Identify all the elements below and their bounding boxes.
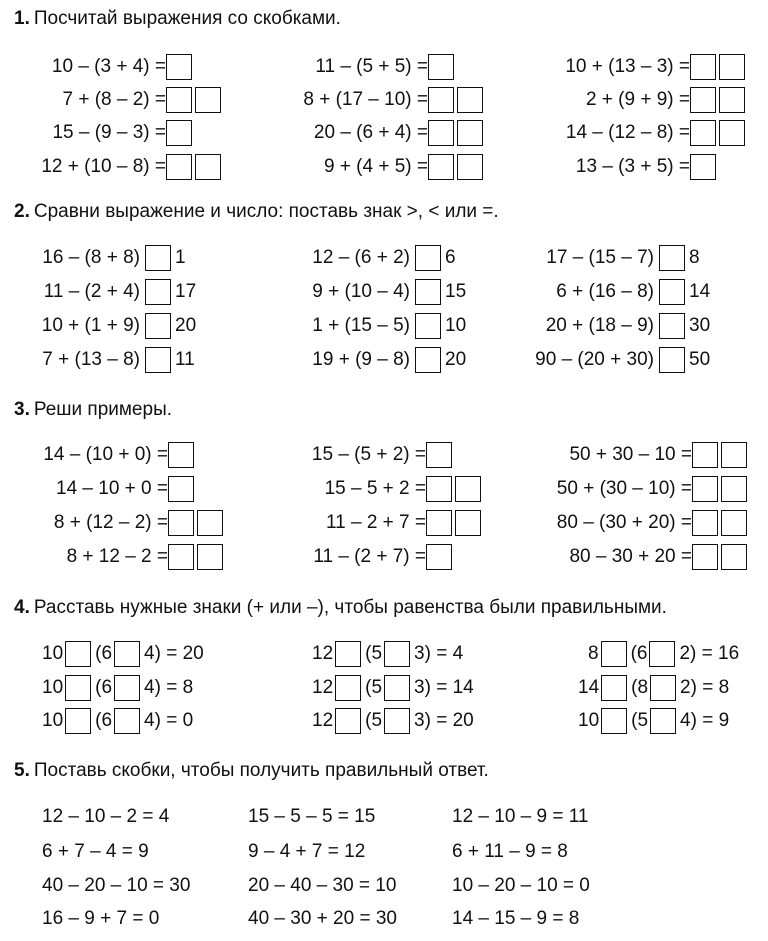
t3-r1-c3 (520, 440, 750, 470)
expression: 1 + (15 – 5) (312, 315, 410, 336)
t3-r3-c2 (280, 508, 484, 538)
expression: 12 + (10 – 8) = (41, 156, 166, 177)
t4-r2-c1 (42, 673, 193, 703)
number: 8 (689, 247, 700, 268)
expression: 11 – (5 + 5) = (315, 56, 428, 77)
t5-r4-c3: 14 – 15 – 9 = 8 (452, 908, 580, 929)
number: 10 (445, 315, 467, 336)
expression: 9 + (10 – 4) (312, 281, 410, 302)
task-3-number: 3. (14, 399, 30, 420)
operand: 10 (42, 677, 64, 698)
operand: 8 (588, 643, 599, 664)
answer-box[interactable] (690, 87, 716, 113)
number: 14 (689, 281, 711, 302)
task-3-title: Реши примеры. (33, 399, 172, 420)
operand: 2) = 16 (679, 643, 740, 664)
expression: 13 – (3 + 5) = (575, 156, 690, 177)
expression: 9 + (4 + 5) = (323, 156, 428, 177)
expression: 2 + (9 + 9) = (585, 89, 690, 110)
answer-box[interactable] (195, 154, 221, 180)
operand: 12 (312, 643, 334, 664)
expression: 10 + (1 + 9) (41, 315, 140, 336)
sign-box[interactable] (114, 641, 140, 667)
expression: 14 – 10 + 0 = (56, 478, 168, 499)
task-4-heading (14, 597, 667, 619)
sign-box[interactable] (384, 708, 410, 734)
t3-r3-c1 (20, 508, 226, 538)
compare-box[interactable] (145, 347, 171, 373)
sign-box[interactable] (65, 641, 91, 667)
expression: 6 + (16 – 8) (556, 281, 654, 302)
answer-box[interactable] (166, 54, 192, 80)
t4-r2-c3 (578, 673, 729, 703)
answer-box[interactable] (426, 442, 452, 468)
answer-box[interactable] (426, 476, 452, 502)
t4-r3-c2 (312, 706, 474, 736)
compare-box[interactable] (415, 347, 441, 373)
task-4-number: 4. (14, 597, 30, 618)
t3-r2-c2 (280, 474, 484, 504)
answer-box[interactable] (457, 120, 483, 146)
answer-box[interactable] (719, 120, 745, 146)
answer-box[interactable] (426, 544, 452, 570)
t5-r3-c3: 10 – 20 – 10 = 0 (452, 875, 590, 896)
answer-box[interactable] (166, 87, 192, 113)
answer-box[interactable] (426, 510, 452, 536)
t5-r1-c3: 12 – 10 – 9 = 11 (452, 806, 589, 827)
t5-r2-c2: 9 – 4 + 7 = 12 (248, 841, 366, 862)
operand: (8 (631, 677, 649, 698)
operand: (6 (95, 677, 113, 698)
sign-box[interactable] (335, 641, 361, 667)
task-3-heading (14, 399, 172, 421)
expression: 80 – (30 + 20) = (556, 512, 692, 533)
t1-r1-c3 (520, 52, 748, 82)
task-1-heading (14, 8, 341, 30)
t3-r2-c1 (20, 474, 197, 504)
expression: 90 – (20 + 30) (535, 349, 654, 370)
expression: 8 + (17 – 10) = (303, 89, 428, 110)
answer-box[interactable] (692, 544, 718, 570)
expression: 15 – 5 + 2 = (324, 478, 426, 499)
task-2-title: Сравни выражение и число: поставь знак >, < или =. (33, 201, 499, 222)
t1-r4-c1 (20, 152, 224, 182)
sign-box[interactable] (335, 708, 361, 734)
t2-r4-c1 (20, 345, 195, 375)
expression: 11 – (2 + 7) = (313, 546, 426, 567)
compare-box[interactable] (659, 245, 685, 271)
number: 17 (175, 281, 197, 302)
sign-box[interactable] (601, 675, 627, 701)
sign-box[interactable] (114, 675, 140, 701)
t4-r1-c3 (588, 639, 739, 669)
answer-box[interactable] (719, 87, 745, 113)
compare-box[interactable] (145, 245, 171, 271)
t1-r3-c2 (280, 118, 486, 148)
expression: 20 + (18 – 9) (545, 315, 654, 336)
sign-box[interactable] (114, 708, 140, 734)
t5-r1-c2: 15 – 5 – 5 = 15 (248, 806, 376, 827)
expression: 12 – (6 + 2) (312, 247, 410, 268)
answer-box[interactable] (721, 544, 747, 570)
sign-box[interactable] (601, 708, 627, 734)
expression: 50 + 30 – 10 = (569, 444, 692, 465)
compare-box[interactable] (659, 347, 685, 373)
compare-box[interactable] (659, 313, 685, 339)
answer-box[interactable] (457, 87, 483, 113)
answer-box[interactable] (428, 87, 454, 113)
compare-box[interactable] (415, 279, 441, 305)
operand: (5 (365, 643, 383, 664)
t2-r1-c3 (520, 243, 700, 273)
operand: (5 (365, 710, 383, 731)
answer-box[interactable] (168, 442, 194, 468)
sign-box[interactable] (384, 641, 410, 667)
answer-box[interactable] (197, 544, 223, 570)
number: 1 (175, 247, 186, 268)
t3-r1-c1 (20, 440, 197, 470)
operand: 3) = 4 (414, 643, 464, 664)
sign-box[interactable] (65, 675, 91, 701)
answer-box[interactable] (455, 476, 481, 502)
sign-box[interactable] (649, 641, 675, 667)
expression: 14 – (12 – 8) = (565, 122, 690, 143)
operand: 14 (578, 677, 600, 698)
answer-box[interactable] (166, 154, 192, 180)
task-2-heading (14, 201, 499, 223)
t5-r1-c1: 12 – 10 – 2 = 4 (42, 806, 170, 827)
t1-r1-c1 (20, 52, 195, 82)
answer-box[interactable] (457, 154, 483, 180)
answer-box[interactable] (690, 120, 716, 146)
task-1-number: 1. (14, 8, 30, 29)
expression: 11 – 2 + 7 = (325, 512, 426, 533)
operand: 4) = 0 (144, 710, 194, 731)
answer-box[interactable] (690, 154, 716, 180)
expression: 8 + 12 – 2 = (66, 546, 168, 567)
t3-r4-c1 (20, 542, 226, 572)
t4-r3-c1 (42, 706, 193, 736)
compare-box[interactable] (145, 279, 171, 305)
number: 15 (445, 281, 467, 302)
expression: 17 – (15 – 7) (546, 247, 654, 268)
answer-box[interactable] (168, 476, 194, 502)
number: 30 (689, 315, 711, 336)
t4-r2-c2 (312, 673, 474, 703)
t1-r2-c3 (520, 85, 748, 115)
operand: 4) = 9 (680, 710, 730, 731)
t4-r3-c3 (578, 706, 729, 736)
expression: 7 + (8 – 2) = (62, 89, 166, 110)
operand: (6 (630, 643, 648, 664)
sign-box[interactable] (650, 675, 676, 701)
t4-r1-c1 (42, 639, 204, 669)
task-4-title: Расставь нужные знаки (+ или –), чтобы равенства были правильными. (33, 597, 667, 618)
expression: 80 – 30 + 20 = (569, 546, 692, 567)
operand: 4) = 8 (144, 677, 194, 698)
answer-box[interactable] (428, 154, 454, 180)
sign-box[interactable] (335, 675, 361, 701)
answer-box[interactable] (428, 54, 454, 80)
t2-r4-c2 (290, 345, 466, 375)
expression: 11 – (2 + 4) (43, 281, 140, 302)
t2-r2-c1 (20, 277, 196, 307)
number: 6 (445, 247, 456, 268)
answer-box[interactable] (195, 87, 221, 113)
answer-box[interactable] (692, 476, 718, 502)
operand: (6 (95, 643, 113, 664)
t5-r3-c1: 40 – 20 – 10 = 30 (42, 875, 191, 896)
sign-box[interactable] (650, 708, 676, 734)
compare-box[interactable] (145, 313, 171, 339)
operand: 10 (42, 710, 64, 731)
t4-r1-c2 (312, 639, 463, 669)
t2-r3-c3 (520, 311, 710, 341)
answer-box[interactable] (692, 510, 718, 536)
answer-box[interactable] (721, 476, 747, 502)
expression: 10 – (3 + 4) = (51, 56, 166, 77)
task-1-title: Посчитай выражения со скобками. (33, 8, 341, 29)
t1-r4-c3 (520, 152, 719, 182)
t2-r2-c3 (520, 277, 710, 307)
compare-box[interactable] (659, 279, 685, 305)
answer-box[interactable] (428, 120, 454, 146)
t2-r1-c2 (290, 243, 456, 273)
t2-r4-c3 (520, 345, 710, 375)
expression: 15 – (9 – 3) = (52, 122, 166, 143)
answer-box[interactable] (168, 510, 194, 536)
expression: 20 – (6 + 4) = (313, 122, 428, 143)
t3-r3-c3 (520, 508, 750, 538)
expression: 19 + (9 – 8) (312, 349, 410, 370)
number: 50 (689, 349, 711, 370)
task-5-title: Поставь скобки, чтобы получить правильный ответ. (33, 760, 489, 781)
answer-box[interactable] (197, 510, 223, 536)
operand: 4) = 20 (144, 643, 204, 664)
t1-r2-c2 (280, 85, 486, 115)
t1-r4-c2 (280, 152, 486, 182)
task-2-number: 2. (14, 201, 30, 222)
task-5-heading (14, 760, 489, 782)
sign-box[interactable] (65, 708, 91, 734)
expression: 16 – (8 + 8) (42, 247, 140, 268)
t5-r4-c1: 16 – 9 + 7 = 0 (42, 908, 160, 929)
answer-box[interactable] (721, 510, 747, 536)
operand: 2) = 8 (680, 677, 730, 698)
t1-r3-c3 (520, 118, 748, 148)
answer-box[interactable] (719, 54, 745, 80)
operand: 3) = 20 (414, 710, 474, 731)
t5-r2-c3: 6 + 11 – 9 = 8 (452, 841, 568, 862)
t3-r1-c2 (280, 440, 455, 470)
t3-r2-c3 (520, 474, 750, 504)
answer-box[interactable] (168, 544, 194, 570)
expression: 10 + (13 – 3) = (565, 56, 690, 77)
expression: 15 – (5 + 2) = (311, 444, 426, 465)
operand: 10 (42, 643, 64, 664)
t2-r3-c1 (20, 311, 196, 341)
t3-r4-c3 (520, 542, 750, 572)
answer-box[interactable] (166, 120, 192, 146)
expression: 14 – (10 + 0) = (43, 444, 168, 465)
number: 20 (175, 315, 197, 336)
answer-box[interactable] (690, 54, 716, 80)
t2-r1-c1 (20, 243, 186, 273)
task-5-number: 5. (14, 760, 30, 781)
operand: 10 (578, 710, 600, 731)
t5-r2-c1: 6 + 7 – 4 = 9 (42, 841, 149, 862)
t3-r4-c2 (280, 542, 455, 572)
t5-r4-c2: 40 – 30 + 20 = 30 (248, 908, 397, 929)
compare-box[interactable] (415, 245, 441, 271)
answer-box[interactable] (692, 442, 718, 468)
operand: 3) = 14 (414, 677, 474, 698)
operand: (5 (365, 677, 383, 698)
answer-box[interactable] (721, 442, 747, 468)
t1-r1-c2 (280, 52, 457, 82)
expression: 7 + (13 – 8) (42, 349, 140, 370)
t1-r2-c1 (20, 85, 224, 115)
sign-box[interactable] (384, 675, 410, 701)
sign-box[interactable] (601, 641, 627, 667)
expression: 50 + (30 – 10) = (556, 478, 692, 499)
number: 20 (445, 349, 467, 370)
expression: 8 + (12 – 2) = (53, 512, 168, 533)
t2-r3-c2 (290, 311, 466, 341)
operand: (6 (95, 710, 113, 731)
t5-r3-c2: 20 – 40 – 30 = 10 (248, 875, 397, 896)
answer-box[interactable] (455, 510, 481, 536)
compare-box[interactable] (415, 313, 441, 339)
t1-r3-c1 (20, 118, 195, 148)
operand: 12 (312, 710, 334, 731)
number: 11 (175, 349, 195, 370)
operand: 12 (312, 677, 334, 698)
t2-r2-c2 (290, 277, 466, 307)
operand: (5 (631, 710, 649, 731)
